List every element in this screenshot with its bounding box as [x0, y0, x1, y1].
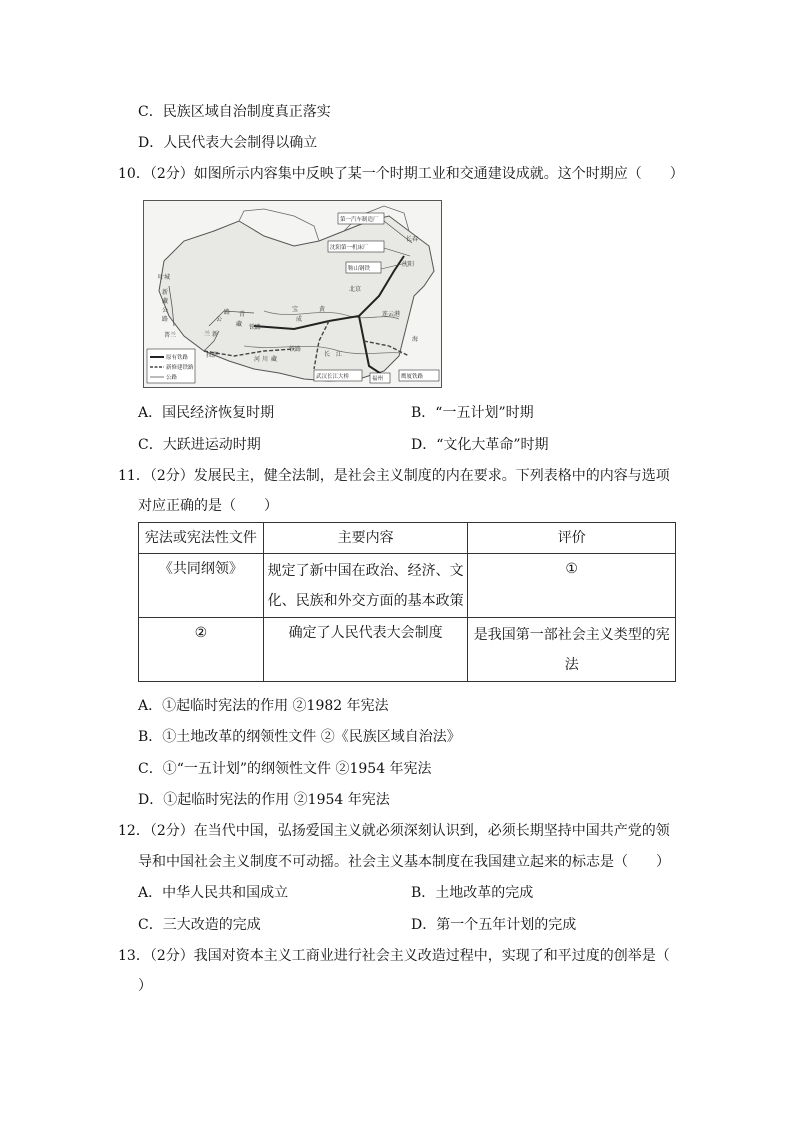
svg-text:河: 河	[254, 356, 261, 363]
svg-text:武汉长江大桥: 武汉长江大桥	[316, 374, 350, 380]
q12-option-d[interactable]: D．第一个五年计划的完成	[411, 917, 577, 933]
china-outline	[159, 216, 434, 381]
svg-text:沈阳: 沈阳	[402, 261, 415, 268]
q13-stem-line1: 13．（2分）我国对资本主义工商业进行社会主义改造过程中，实现了和平过度的创举是（	[118, 948, 670, 964]
q10-option-c[interactable]: C．大跃进运动时期	[138, 437, 261, 453]
table-cell-line: 规定了新中国在政治、经济、文	[267, 562, 464, 579]
svg-text:成: 成	[296, 316, 303, 323]
svg-text:黄: 黄	[319, 306, 326, 313]
svg-text:长春: 长春	[406, 236, 419, 243]
svg-text:长: 长	[324, 351, 331, 358]
table-header-row	[139, 523, 676, 554]
svg-text:公路: 公路	[166, 375, 178, 381]
q12-option-b[interactable]: B．土地改革的完成	[411, 885, 534, 901]
map-box-yingxia-railway	[399, 370, 439, 381]
table-cell: ①	[468, 554, 676, 618]
q13-stem-line2: ）	[138, 978, 152, 994]
table-cell: 确定了人民代表大会制度	[263, 618, 468, 682]
svg-text:藏: 藏	[162, 298, 169, 305]
table-header-cell: 主要内容	[263, 523, 468, 554]
table-cell: 《共同纲领》	[139, 554, 264, 618]
table-header-cell: 评价	[468, 523, 676, 554]
svg-text:普兰: 普兰	[164, 332, 177, 339]
svg-text:连云港: 连云港	[382, 311, 401, 318]
table-row	[139, 554, 676, 618]
map-box-shenyang-machine-tool	[328, 241, 384, 252]
china-map-figure	[144, 201, 441, 387]
q11-option-a[interactable]: A．①起临时宪法的作用 ②1982 年宪法	[138, 698, 389, 714]
q11-option-b[interactable]: B．①土地改革的纲领性文件 ②《民族区域自治法》	[138, 729, 461, 745]
q11-stem-line1: 11．（2分）发展民主，健全法制，是社会主义制度的内在要求。下列表格中的内容与选项	[118, 468, 670, 484]
q11-option-d[interactable]: D．①起临时宪法的作用 ②1954 年宪法	[138, 792, 390, 808]
map-box-anshan-steel	[346, 262, 381, 273]
svg-text:川: 川	[262, 356, 269, 363]
svg-text:路: 路	[162, 316, 169, 323]
table-cell	[263, 554, 468, 618]
svg-text:叶城: 叶城	[158, 274, 171, 281]
svg-text:北京: 北京	[349, 286, 362, 293]
q12-option-c[interactable]: C．三大改造的完成	[138, 917, 261, 933]
q12-option-a[interactable]: A．中华人民共和国成立	[138, 885, 289, 901]
svg-text:铁路: 铁路	[249, 324, 262, 331]
svg-text:藏: 藏	[236, 321, 243, 328]
svg-text:福州: 福州	[372, 376, 384, 382]
svg-text:新: 新	[212, 331, 219, 338]
q10-option-a[interactable]: A．国民经济恢复时期	[138, 405, 275, 421]
svg-text:拉萨: 拉萨	[206, 352, 219, 359]
table-cell-line: 是我国第一部社会主义类型的宪	[473, 626, 670, 643]
q10-map	[143, 200, 442, 388]
svg-text:第一汽车制造厂: 第一汽车制造厂	[340, 217, 379, 223]
q12-stem-line1: 12．（2分）在当代中国，弘扬爱国主义就必须深刻认识到，必须长期坚持中国共产党的领	[118, 823, 670, 839]
svg-text:公: 公	[216, 316, 223, 323]
q9-option-d[interactable]: D．人民代表大会制得以确立	[138, 135, 318, 151]
table-cell: ②	[139, 618, 264, 682]
svg-text:路: 路	[224, 309, 231, 316]
table-cell-line: 化、民族和外交方面的基本政策	[267, 592, 464, 609]
svg-text:鹰厦铁路: 鹰厦铁路	[401, 374, 424, 380]
q10-stem: 10．（2分）如图所示内容集中反映了某一个时期工业和交通建设成就。这个时期应（ ）	[118, 166, 684, 182]
svg-text:兰: 兰	[204, 331, 211, 338]
map-box-first-auto-plant	[338, 213, 384, 224]
svg-text:原有铁路: 原有铁路	[166, 355, 189, 361]
map-box-wuhan-bridge	[314, 370, 362, 381]
table-row	[139, 618, 676, 682]
q10-option-b[interactable]: B．“一五计划”时期	[411, 405, 534, 421]
svg-text:公: 公	[162, 307, 169, 314]
svg-text:江: 江	[336, 351, 343, 358]
svg-text:宝: 宝	[292, 306, 299, 313]
svg-text:藏: 藏	[271, 356, 278, 363]
q12-stem-line2: 导和中国社会主义制度不可动摇。社会主义基本制度在我国建立起来的标志是（ ）	[138, 854, 670, 870]
q11-stem-line2: 对应正确的是（ ）	[138, 498, 278, 514]
map-legend	[147, 349, 195, 383]
table-header-cell: 宪法或宪法性文件	[139, 523, 264, 554]
svg-text:鞍山钢铁: 鞍山钢铁	[348, 266, 371, 272]
table-cell	[468, 618, 676, 682]
q11-option-c[interactable]: C．①“一五计划”的纲领性文件 ②1954 年宪法	[138, 761, 432, 777]
svg-text:铁路: 铁路	[289, 346, 302, 353]
q9-option-c[interactable]: C．民族区域自治制度真正落实	[138, 104, 331, 120]
svg-text:海: 海	[412, 336, 419, 343]
svg-text:沈阳第一机床厂: 沈阳第一机床厂	[330, 245, 369, 251]
map-box-fuzhou	[370, 373, 390, 383]
q10-option-d[interactable]: D．“文化大革命”时期	[411, 437, 549, 453]
q11-table	[138, 522, 676, 682]
svg-text:新修建铁路: 新修建铁路	[166, 365, 194, 371]
svg-text:青: 青	[239, 311, 246, 318]
svg-text:新: 新	[162, 289, 169, 296]
table-cell-line: 法	[564, 656, 579, 673]
